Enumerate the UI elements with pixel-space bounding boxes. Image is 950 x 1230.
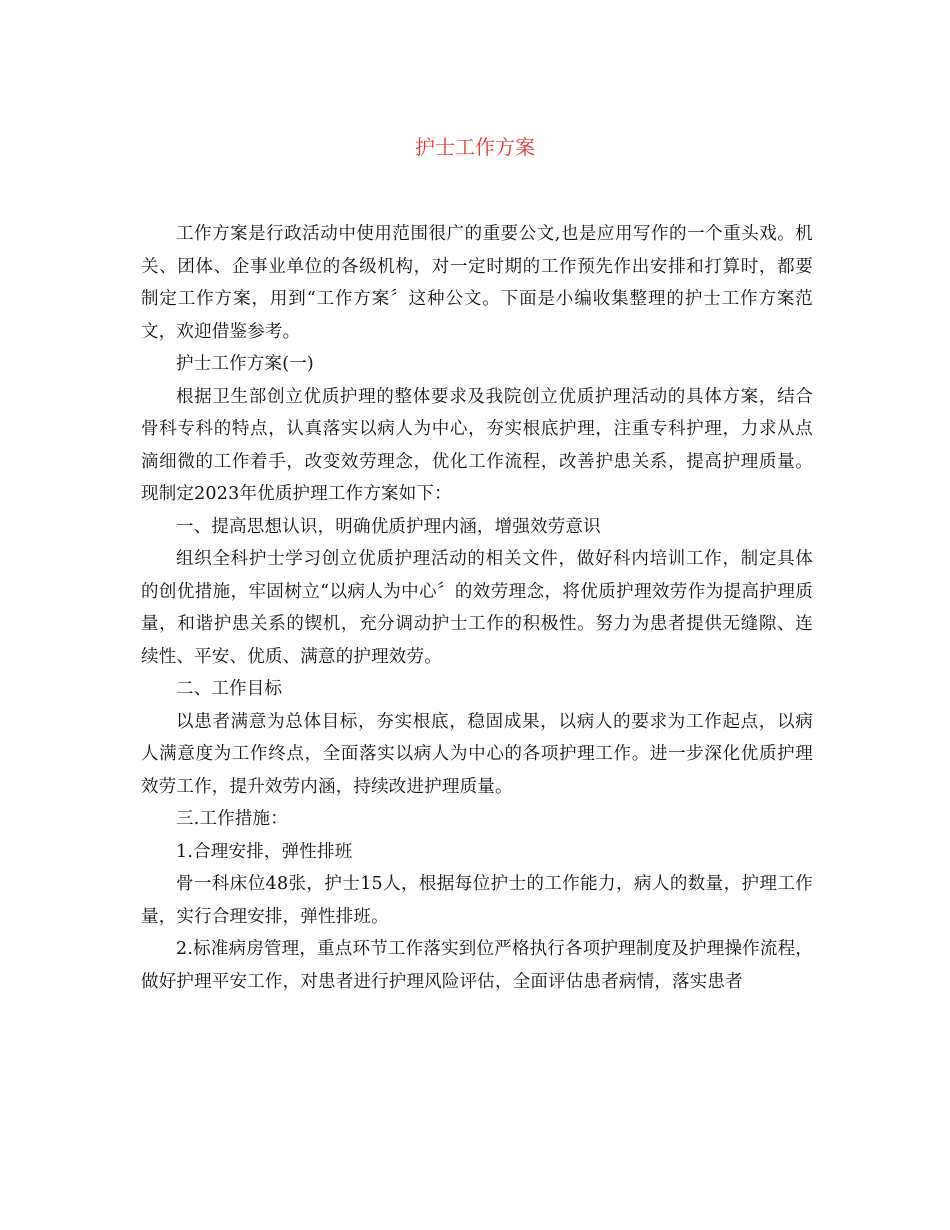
section-heading-measures: 三.工作措施： (176, 809, 288, 829)
section-heading-goals: 二、工作目标 (176, 679, 283, 699)
paragraph-scheduling: 骨一科床位48张，护士15人，根据每位护士的工作能力，病人的数量，护理工作量，实行合理安排，弹性排班。 (141, 874, 813, 927)
section-heading-awareness: 一、提高思想认识，明确优质护理内涵，增强效劳意识 (176, 516, 601, 537)
document-body (141, 218, 813, 998)
subheading-scheduling: 1.合理安排，弹性排班 (176, 841, 353, 862)
paragraph-ward-management: 2.标准病房管理，重点环节工作落实到位严格执行各项护理制度及护理操作流程，做好护理平安工作，对患者进行护理风险评估，全面评估患者病情，落实患者 (141, 939, 813, 992)
paragraph-intro: 工作方案是行政活动中使用范围很广的重要公文,也是应用写作的一个重头戏。机关、团体、企事业单位的各级机构，对一定时期的工作预先作出安排和打算时，都要制定工作方案，用到“工作方案〞这种公文。下面是小编收集整理的护士工作方案范文，欢迎借鉴参考。 (141, 224, 813, 342)
document-title: 护士工作方案 (415, 135, 535, 159)
paragraph-awareness: 组织全科护士学习创立优质护理活动的相关文件，做好科内培训工作，制定具体的创优措施，牢固树立“以病人为中心〞的效劳理念，将优质护理效劳作为提高护理质量，和谐护患关系的锲机，充分调动护士工作的积极性。努力为患者提供无缝隙、连续性、平安、优质、满意的护理效劳。 (141, 549, 813, 667)
section-heading-plan-one: 护士工作方案(一) (176, 354, 314, 374)
paragraph-plan-background: 根据卫生部创立优质护理的整体要求及我院创立优质护理活动的具体方案，结合骨科专科的特点，认真落实以病人为中心，夯实根底护理，注重专科护理，力求从点滴细微的工作着手，改变效劳理念，优化工作流程，改善护患关系，提高护理质量。现制定2023年优质护理工作方案如下： (141, 386, 813, 504)
paragraph-goals: 以患者满意为总体目标，夯实根底，稳固成果，以病人的要求为工作起点，以病人满意度为工作终点，全面落实以病人为中心的各项护理工作。进一步深化优质护理效劳工作，提升效劳内涵，持续改进护理质量。 (141, 711, 813, 797)
